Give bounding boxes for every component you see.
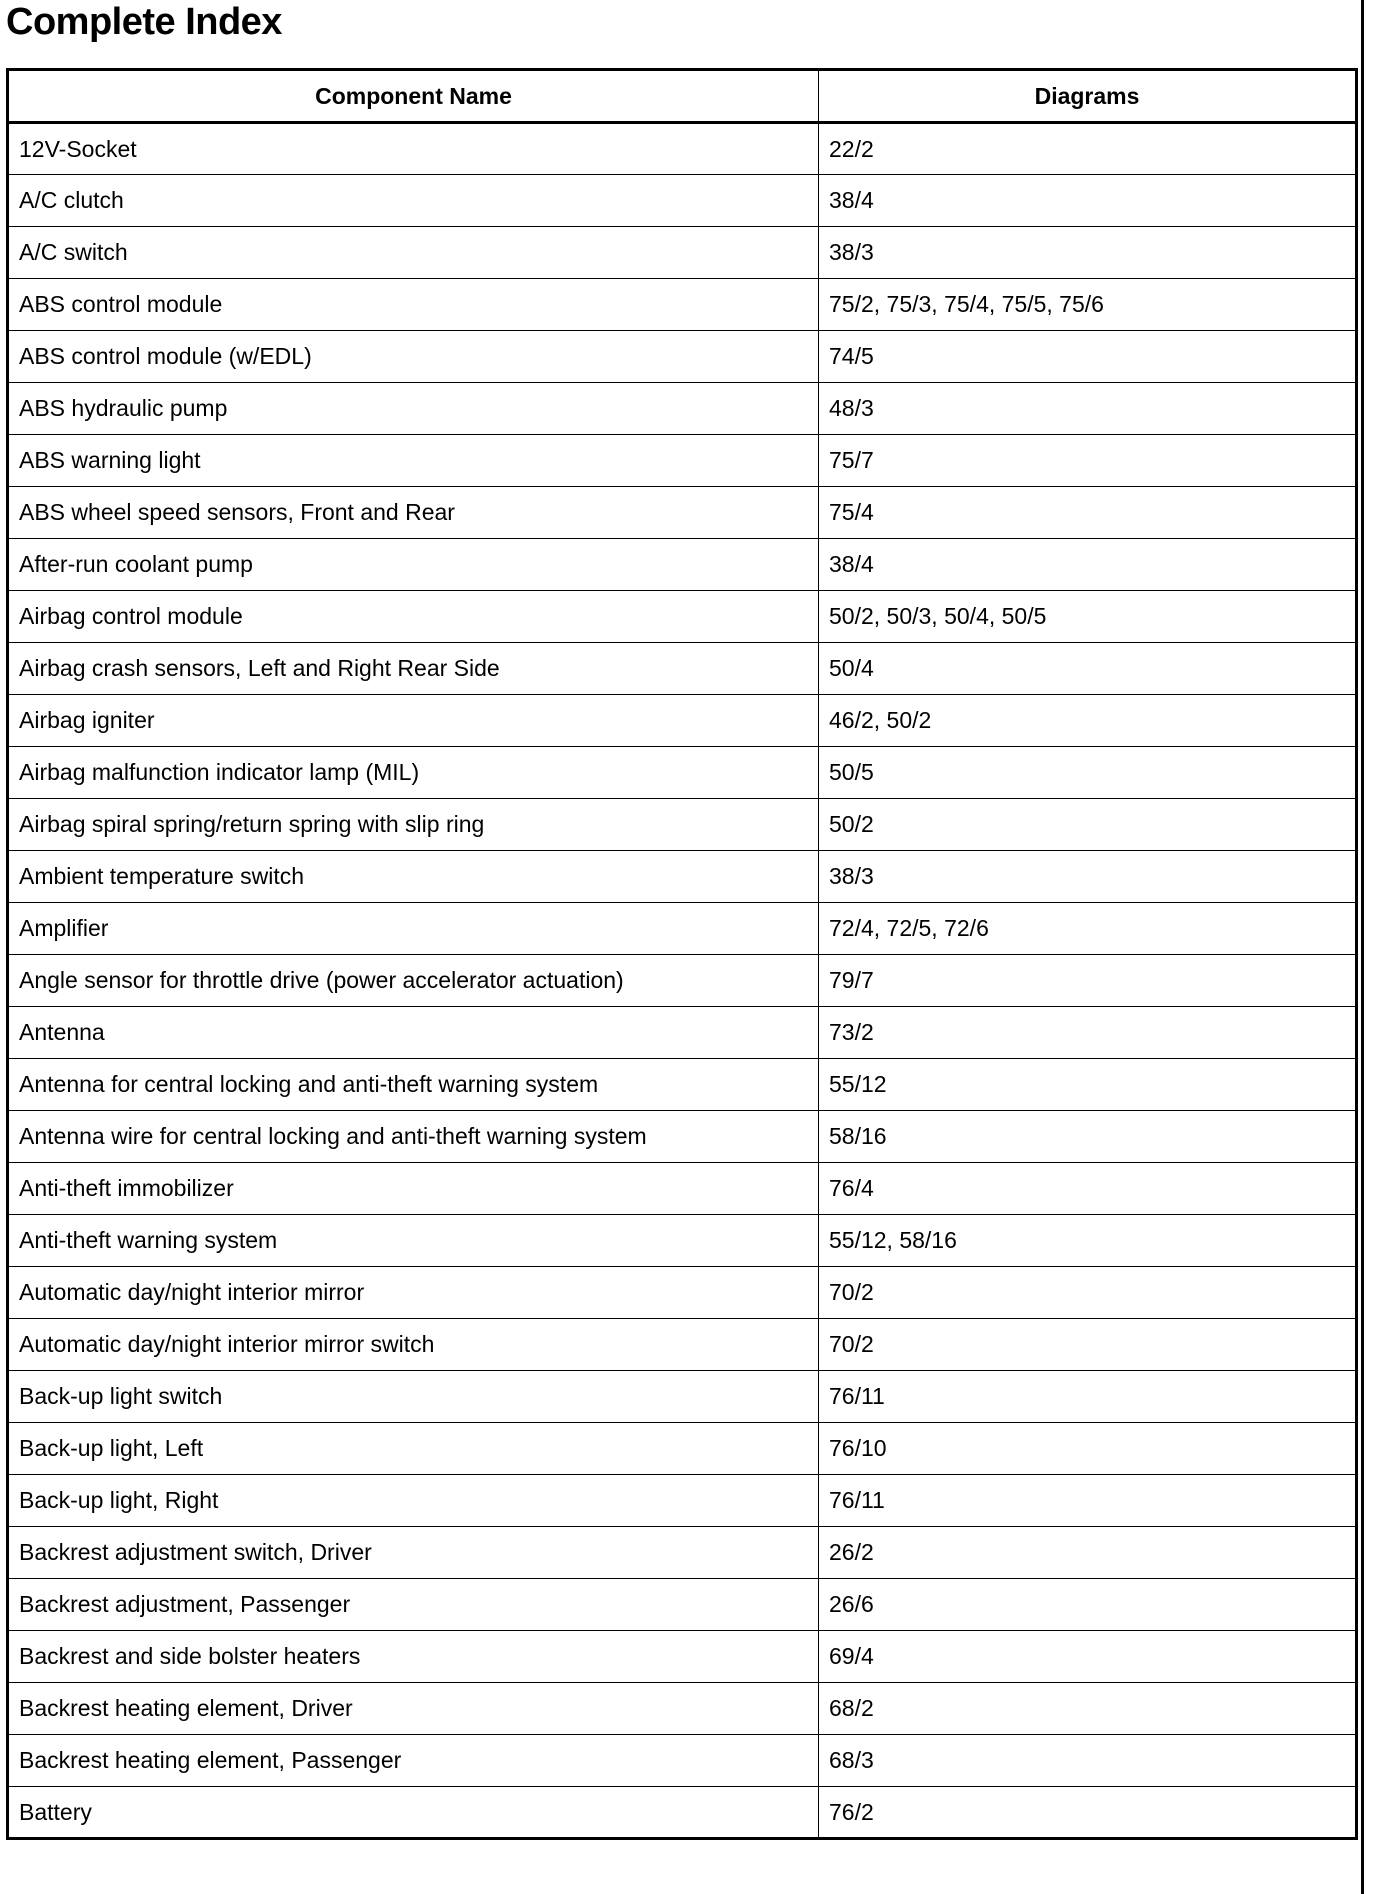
table-row	[8, 1007, 1357, 1059]
diagrams-cell: 46/2, 50/2	[819, 695, 1357, 747]
diagrams-cell: 76/11	[819, 1371, 1357, 1423]
component-name-cell: Battery	[8, 1787, 819, 1839]
table-row	[8, 487, 1357, 539]
table-row	[8, 1579, 1357, 1631]
component-name-cell: A/C clutch	[8, 175, 819, 227]
table-row	[8, 799, 1357, 851]
diagrams-cell: 74/5	[819, 331, 1357, 383]
component-name-cell: A/C switch	[8, 227, 819, 279]
table-row	[8, 1319, 1357, 1371]
table-row	[8, 435, 1357, 487]
column-header-diagrams: Diagrams	[819, 70, 1357, 123]
component-name-cell: Anti-theft warning system	[8, 1215, 819, 1267]
table-row	[8, 539, 1357, 591]
diagrams-cell: 75/4	[819, 487, 1357, 539]
table-row	[8, 1267, 1357, 1319]
diagrams-cell: 55/12	[819, 1059, 1357, 1111]
component-name-cell: ABS wheel speed sensors, Front and Rear	[8, 487, 819, 539]
table-row	[8, 903, 1357, 955]
table-row	[8, 1059, 1357, 1111]
table-row	[8, 695, 1357, 747]
diagrams-cell: 76/10	[819, 1423, 1357, 1475]
table-row	[8, 1163, 1357, 1215]
table-row	[8, 851, 1357, 903]
diagrams-cell: 68/3	[819, 1735, 1357, 1787]
diagrams-cell: 69/4	[819, 1631, 1357, 1683]
table-row	[8, 591, 1357, 643]
component-name-cell: ABS hydraulic pump	[8, 383, 819, 435]
component-name-cell: Antenna for central locking and anti-theft warning system	[8, 1059, 819, 1111]
component-name-cell: Airbag igniter	[8, 695, 819, 747]
diagrams-cell: 72/4, 72/5, 72/6	[819, 903, 1357, 955]
diagrams-cell: 55/12, 58/16	[819, 1215, 1357, 1267]
table-row	[8, 1527, 1357, 1579]
diagrams-cell: 70/2	[819, 1267, 1357, 1319]
component-name-cell: Anti-theft immobilizer	[8, 1163, 819, 1215]
component-name-cell: Automatic day/night interior mirror switch	[8, 1319, 819, 1371]
table-row	[8, 279, 1357, 331]
table-row	[8, 747, 1357, 799]
diagrams-cell: 50/5	[819, 747, 1357, 799]
diagrams-cell: 50/2	[819, 799, 1357, 851]
component-name-cell: Airbag malfunction indicator lamp (MIL)	[8, 747, 819, 799]
component-name-cell: Ambient temperature switch	[8, 851, 819, 903]
table-row	[8, 1735, 1357, 1787]
table-row	[8, 1215, 1357, 1267]
diagrams-cell: 22/2	[819, 123, 1357, 175]
table-row	[8, 643, 1357, 695]
component-name-cell: Backrest adjustment, Passenger	[8, 1579, 819, 1631]
component-name-cell: Airbag crash sensors, Left and Right Rear Side	[8, 643, 819, 695]
component-name-cell: 12V-Socket	[8, 123, 819, 175]
diagrams-cell: 73/2	[819, 1007, 1357, 1059]
table-row	[8, 1111, 1357, 1163]
diagrams-cell: 76/11	[819, 1475, 1357, 1527]
table-row	[8, 1423, 1357, 1475]
table-row	[8, 383, 1357, 435]
component-name-cell: After-run coolant pump	[8, 539, 819, 591]
diagrams-cell: 68/2	[819, 1683, 1357, 1735]
column-header-component-name: Component Name	[8, 70, 819, 123]
component-name-cell: Backrest and side bolster heaters	[8, 1631, 819, 1683]
page-edge-divider	[1361, 0, 1364, 1894]
table-row	[8, 1371, 1357, 1423]
diagrams-cell: 50/4	[819, 643, 1357, 695]
component-name-cell: Back-up light switch	[8, 1371, 819, 1423]
table-row	[8, 1631, 1357, 1683]
diagrams-cell: 79/7	[819, 955, 1357, 1007]
diagrams-cell: 70/2	[819, 1319, 1357, 1371]
component-name-cell: Backrest heating element, Passenger	[8, 1735, 819, 1787]
diagrams-cell: 75/2, 75/3, 75/4, 75/5, 75/6	[819, 279, 1357, 331]
table-row	[8, 331, 1357, 383]
diagrams-cell: 75/7	[819, 435, 1357, 487]
component-name-cell: Angle sensor for throttle drive (power accelerator actuation)	[8, 955, 819, 1007]
component-index-table	[6, 68, 1358, 1840]
component-name-cell: Airbag spiral spring/return spring with slip ring	[8, 799, 819, 851]
table-row	[8, 123, 1357, 175]
diagrams-cell: 26/2	[819, 1527, 1357, 1579]
diagrams-cell: 38/4	[819, 175, 1357, 227]
diagrams-cell: 76/2	[819, 1787, 1357, 1839]
table-row	[8, 1683, 1357, 1735]
diagrams-cell: 26/6	[819, 1579, 1357, 1631]
diagrams-cell: 38/4	[819, 539, 1357, 591]
diagrams-cell: 76/4	[819, 1163, 1357, 1215]
component-name-cell: Antenna	[8, 1007, 819, 1059]
component-name-cell: ABS warning light	[8, 435, 819, 487]
page-title: Complete Index	[6, 1, 282, 43]
diagrams-cell: 58/16	[819, 1111, 1357, 1163]
diagrams-cell: 50/2, 50/3, 50/4, 50/5	[819, 591, 1357, 643]
component-name-cell: Backrest heating element, Driver	[8, 1683, 819, 1735]
table-row	[8, 175, 1357, 227]
component-name-cell: Back-up light, Left	[8, 1423, 819, 1475]
table-row	[8, 227, 1357, 279]
diagrams-cell: 38/3	[819, 851, 1357, 903]
diagrams-cell: 48/3	[819, 383, 1357, 435]
component-name-cell: Airbag control module	[8, 591, 819, 643]
component-name-cell: Amplifier	[8, 903, 819, 955]
component-name-cell: Antenna wire for central locking and anti-theft warning system	[8, 1111, 819, 1163]
diagrams-cell: 38/3	[819, 227, 1357, 279]
table-row	[8, 1475, 1357, 1527]
component-name-cell: Backrest adjustment switch, Driver	[8, 1527, 819, 1579]
table-row	[8, 955, 1357, 1007]
component-name-cell: ABS control module	[8, 279, 819, 331]
component-name-cell: Back-up light, Right	[8, 1475, 819, 1527]
component-name-cell: ABS control module (w/EDL)	[8, 331, 819, 383]
table-row	[8, 1787, 1357, 1839]
table-header-row	[8, 70, 1357, 123]
component-name-cell: Automatic day/night interior mirror	[8, 1267, 819, 1319]
